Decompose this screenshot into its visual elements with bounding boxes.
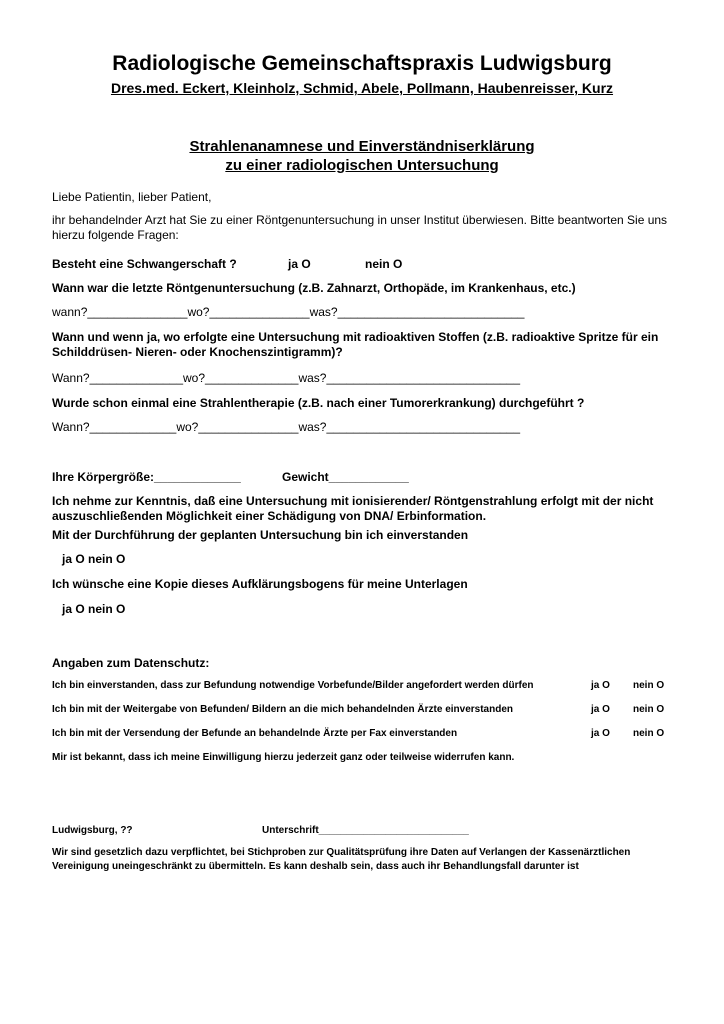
radiotherapy-answer-field[interactable]: Wann?_____________wo?_______________was?_____________________________ xyxy=(52,420,521,434)
privacy-item-text: Ich bin mit der Versendung der Befunde an behandelnde Ärzte per Fax einverstanden xyxy=(52,728,458,739)
pregnancy-no-option[interactable]: nein O xyxy=(365,257,403,271)
revocation-notice: Mir ist bekannt, dass ich meine Einwilligung hierzu jederzeit ganz oder teilweise widerrufen kann. xyxy=(52,752,515,763)
copy-request-text: Ich wünsche eine Kopie dieses Aufklärungsbogens für meine Unterlagen xyxy=(52,577,468,591)
privacy-item-no-option[interactable]: nein O xyxy=(633,704,665,715)
privacy-item-yes-option[interactable]: ja O xyxy=(591,704,610,715)
copy-request-options[interactable]: ja O nein O xyxy=(62,602,126,616)
signature-field[interactable]: Unterschrift___________________________ xyxy=(262,825,469,836)
radiotherapy-question: Wurde schon einmal eine Strahlentherapie (z.B. nach einer Tumorerkrankung) durchgeführt ? xyxy=(52,396,585,410)
privacy-heading: Angaben zum Datenschutz: xyxy=(52,656,210,670)
consent-agree-line: Mit der Durchführung der geplanten Untersuchung bin ich einverstanden xyxy=(52,528,469,542)
height-field[interactable]: Ihre Körpergröße:_____________ xyxy=(52,470,241,484)
place-date: Ludwigsburg, ?? xyxy=(52,825,133,836)
form-title-line1: Strahlenanamnese und Einverständniserklärung xyxy=(189,138,535,155)
last-xray-answer-field[interactable]: wann?_______________wo?_______________was?____________________________ xyxy=(52,305,525,319)
privacy-item-no-option[interactable]: nein O xyxy=(633,680,665,691)
practice-title: Radiologische Gemeinschaftspraxis Ludwigsburg xyxy=(112,52,612,75)
pregnancy-question: Besteht eine Schwangerschaft ? xyxy=(52,257,237,271)
privacy-item-text: Ich bin mit der Weitergabe von Befunden/ Bildern an die mich behandelnden Ärzte einverstanden xyxy=(52,704,514,715)
greeting: Liebe Patientin, lieber Patient, xyxy=(52,190,212,204)
pregnancy-yes-option[interactable]: ja O xyxy=(288,257,311,271)
last-xray-question: Wann war die letzte Röntgenuntersuchung (z.B. Zahnarzt, Orthopäde, im Krankenhaus, etc.) xyxy=(52,281,576,295)
privacy-item-no-option[interactable]: nein O xyxy=(633,728,665,739)
doctors-list: Dres.med. Eckert, Kleinholz, Schmid, Abele, Pollmann, Haubenreisser, Kurz xyxy=(110,80,614,96)
nuclear-answer-field[interactable]: Wann?______________wo?______________was?_____________________________ xyxy=(52,371,521,385)
intro-text: ihr behandelnder Arzt hat Sie zu einer Röntgenuntersuchung in unser Institut überwiesen. Bitte beantworten Sie uns hierzu folgende Fragen: xyxy=(52,213,668,242)
privacy-item-text: Ich bin einverstanden, dass zur Befundung notwendige Vorbefunde/Bilder angefordert werden dürfen xyxy=(52,680,534,691)
consent-options[interactable]: ja O nein O xyxy=(62,552,126,566)
privacy-item-yes-option[interactable]: ja O xyxy=(591,728,610,739)
legal-footer: Wir sind gesetzlich dazu verpflichtet, bei Stichproben zur Qualitätsprüfung ihre Daten auf Verlangen der Kassenärztlichen Vereinigung uneingeschränkt zu übermitteln. Es kann deshalb sein, dass auch ihr Behandlungsfall darunter ist xyxy=(52,847,631,872)
form-title-line2: zu einer radiologischen Untersuchung xyxy=(225,157,499,174)
weight-field[interactable]: Gewicht____________ xyxy=(282,470,409,484)
privacy-item-yes-option[interactable]: ja O xyxy=(591,680,610,691)
consent-text: Ich nehme zur Kenntnis, daß eine Untersuchung mit ionisierender/ Röntgenstrahlung erfolgt mit der nicht auszuschließenden Möglichkeit einer Schädigung von DNA/ Erbinformation. xyxy=(52,494,654,523)
nuclear-question: Wann und wenn ja, wo erfolgte eine Untersuchung mit radioaktiven Stoffen (z.B. radioaktive Spritze für ein Schilddrüsen- Nieren- oder Knochenszintigramm)? xyxy=(52,330,659,359)
